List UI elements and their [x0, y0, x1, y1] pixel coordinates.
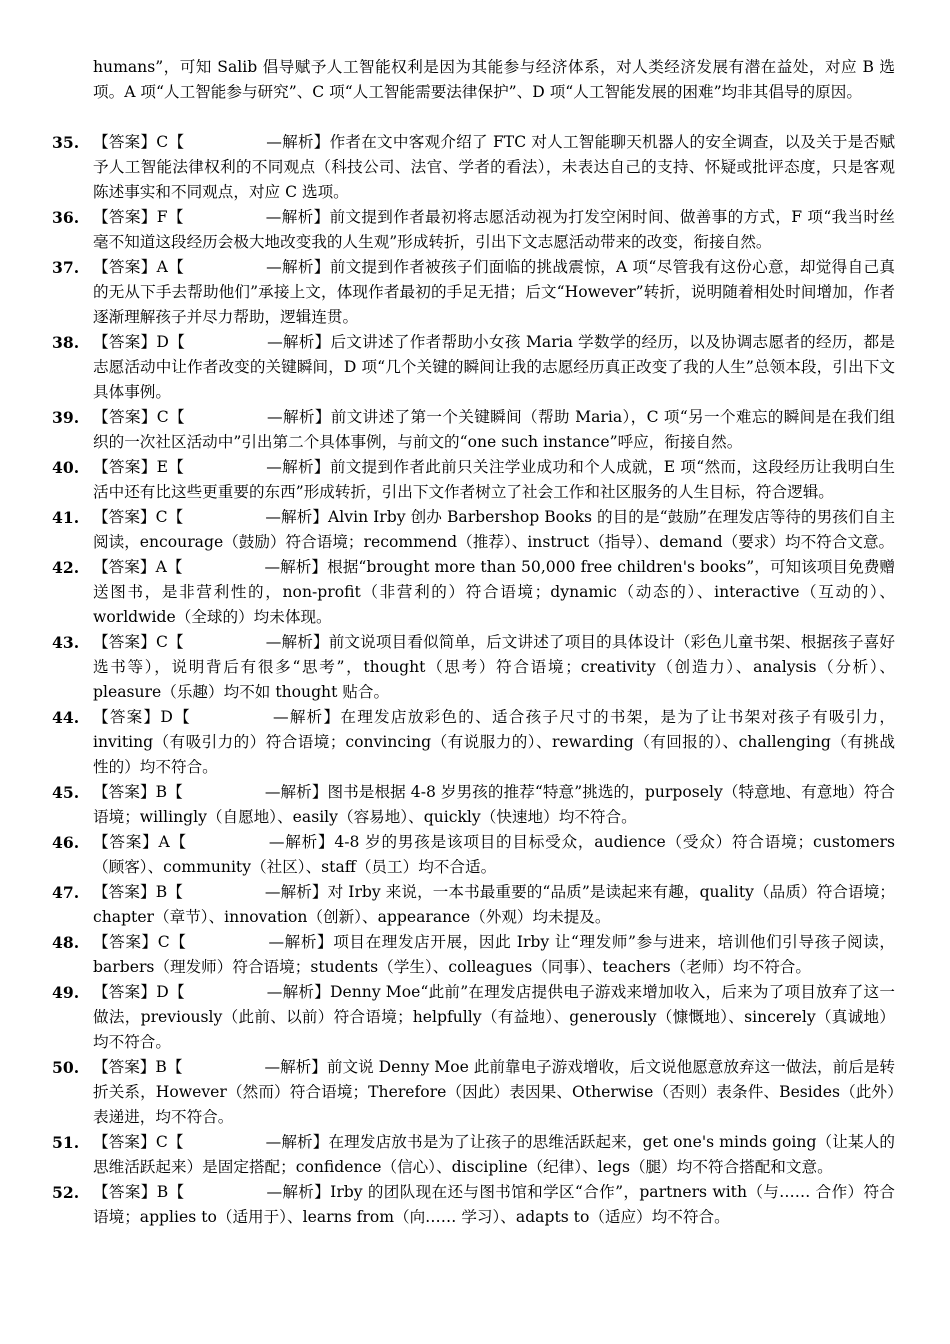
answer-item: [52, 1055, 895, 1130]
bracket-open: 【: [168, 408, 185, 426]
answer-label: 【答案】: [93, 408, 157, 426]
bracket-open: 【: [169, 833, 187, 851]
analysis-label: —解析】: [266, 983, 331, 1001]
analysis-label: —解析】: [268, 833, 335, 851]
analysis-text: 前文提到作者此前只关注学业成功和个人成就，E 项“然而，这段经历让我明白生活中还有比这些更重要的东西”形成转折，引出下文作者树立了社会工作和社区服务的人生目标，符合逻辑。: [93, 458, 895, 501]
question-number: 39.: [52, 408, 80, 427]
question-number: 48.: [52, 933, 80, 952]
answer-letter: D: [156, 333, 169, 351]
analysis-label: —解析】: [265, 208, 330, 226]
analysis-text: 在理发店放彩色的、适合孩子尺寸的书架，是为了让书架对孩子有吸引力，inviting（有吸引力的）符合语境；convincing（有说服力的）、rewarding（有回报的）、challenging（有挑战性的）均不符合。: [93, 708, 895, 776]
analysis-text: 作者在文中客观介绍了 FTC 对人工智能聊天机器人的安全调查，以及关于是否赋予人工智能法律权利的不同观点（科技公司、法官、学者的看法），未表达自己的支持、怀疑或批评态度，只是客观陈述事实和不同观点，对应 C 选项。: [93, 133, 895, 201]
analysis-text: 对 Irby 来说，一本书最重要的“品质”是读起来有趣，quality（品质）符合语境；chapter（章节）、innovation（创新）、appearance（外观）均未提及。: [93, 883, 895, 926]
answer-letter: D: [160, 708, 173, 726]
answer-letter: A: [155, 558, 167, 576]
answer-item: [52, 780, 895, 830]
answer-label: 【答案】: [93, 833, 159, 851]
bracket-open: 【: [166, 558, 183, 576]
answer-item: [52, 505, 895, 555]
answer-item: [52, 555, 895, 630]
answer-list: [52, 130, 895, 1230]
answer-label: 【答案】: [93, 1183, 157, 1201]
answer-label: 【答案】: [93, 633, 156, 651]
analysis-label: —解析】: [267, 333, 331, 351]
answer-item: [52, 455, 895, 505]
analysis-label: —解析】: [266, 1183, 331, 1201]
bracket-open: 【: [168, 1183, 185, 1201]
answer-label: 【答案】: [93, 133, 157, 151]
answer-item: [52, 205, 895, 255]
analysis-label: —解析】: [266, 258, 330, 276]
analysis-label: —解析】: [264, 783, 328, 801]
answer-label: 【答案】: [93, 983, 157, 1001]
question-number: 49.: [52, 983, 80, 1002]
answer-item: [52, 880, 895, 930]
analysis-text: 前文说 Denny Moe 此前靠电子游戏增收，后文说他愿意放弃这一做法，前后是转折关系，However（然而）符合语境；Therefore（因此）表因果、Otherwise（否则）表条件、Besides（此外）表递进，均不符合。: [93, 1058, 895, 1126]
answer-item: [52, 630, 895, 705]
bracket-open: 【: [169, 933, 187, 951]
analysis-label: —解析】: [268, 933, 334, 951]
lead-paragraph: humans”，可知 Salib 倡导赋予人工智能权利是因为其能参与经济体系，对人类经济发展有潜在益处，对应 B 选项。A 项“人工智能参与研究”、C 项“人工智能需要法律保护”、D 项“人工智能发展的困难”均非其倡导的原因。: [93, 58, 895, 101]
analysis-text: 根据“brought more than 50,000 free children's books”，可知该项目免费赠送图书，是非营利性的，non-profit（非营利的）符合语境；dynamic（动态的）、interactive（互动的）、worldwide（全球的）均未体现。: [93, 558, 895, 626]
analysis-text: 4-8 岁的男孩是该项目的目标受众，audience（受众）符合语境；customers（顾客）、community（社区）、staff（员工）均不合适。: [93, 833, 895, 876]
analysis-text: Alvin Irby 创办 Barbershop Books 的目的是“鼓励”在理发店等待的男孩们自主阅读，encourage（鼓励）符合语境；recommend（推荐）、instruct（指导）、demand（要求）均不符合文意。: [93, 508, 895, 551]
analysis-text: 在理发店放书是为了让孩子的思维活跃起来，get one's minds going（让某人的思维活跃起来）是固定搭配；confidence（信心）、discipline（纪律）、legs（腿）均不符合搭配和文意。: [93, 1133, 895, 1176]
answer-letter: C: [156, 408, 169, 426]
answer-letter: B: [155, 1058, 167, 1076]
bracket-open: 【: [167, 883, 183, 901]
bracket-open: 【: [168, 333, 186, 351]
question-number: 36.: [52, 208, 80, 227]
analysis-text: 前文讲述了第一个关键瞬间（帮助 Maria），C 项“另一个难忘的瞬间是在我们组织的一次社区活动中”引出第二个具体事例，与前文的“one such instance”呼应，衔接自然。: [93, 408, 895, 451]
answer-letter: C: [155, 508, 168, 526]
question-number: 40.: [52, 458, 80, 477]
analysis-text: 项目在理发店开展，因此 Irby 让“理发师”参与进来，培训他们引导孩子阅读，barbers（理发师）符合语境；students（学生）、colleagues（同事）、teachers（老师）均不符合。: [93, 933, 895, 976]
question-number: 38.: [52, 333, 80, 352]
answer-label: 【答案】: [93, 1133, 156, 1151]
answer-letter: A: [158, 833, 170, 851]
bracket-open: 【: [167, 258, 185, 276]
question-number: 35.: [52, 133, 80, 152]
analysis-label: —解析】: [264, 558, 328, 576]
question-number: 50.: [52, 1058, 80, 1077]
answer-item: [52, 705, 895, 780]
question-number: 47.: [52, 883, 80, 902]
answer-item: [52, 980, 895, 1055]
bracket-open: 【: [167, 633, 184, 651]
question-number: 42.: [52, 558, 80, 577]
analysis-label: —解析】: [266, 458, 330, 476]
question-number: 41.: [52, 508, 80, 527]
answer-letter: A: [156, 258, 168, 276]
answer-label: 【答案】: [93, 558, 156, 576]
answer-letter: C: [157, 933, 170, 951]
bracket-open: 【: [167, 508, 184, 526]
answer-letter: D: [156, 983, 169, 1001]
question-number: 45.: [52, 783, 80, 802]
analysis-text: 后文讲述了作者帮助小女孩 Maria 学数学的经历，以及协调志愿者的经历，都是志愿活动中让作者改变的关键瞬间，D 项“几个关键的瞬间让我的志愿经历真正改变了我的人生”总领本段，引出下文具体事例。: [93, 333, 895, 401]
analysis-text: Irby 的团队现在还与图书馆和学区“合作”，partners with（与…… 合作）符合语境；applies to（适用于）、learns from（向…… 学习）、adapts to（适应）均不符合。: [93, 1183, 895, 1226]
bracket-open: 【: [166, 1058, 183, 1076]
question-number: 44.: [52, 708, 80, 727]
answer-letter: C: [155, 1133, 168, 1151]
question-number: 52.: [52, 1183, 80, 1202]
question-number: 51.: [52, 1133, 80, 1152]
answer-letter: E: [156, 458, 168, 476]
analysis-text: 前文提到作者最初将志愿活动视为打发空闲时间、做善事的方式，F 项“我当时丝毫不知道这段经历会极大地改变我的人生观”形成转折，引出下文志愿活动带来的改变，衔接自然。: [93, 208, 895, 251]
bracket-open: 【: [167, 208, 184, 226]
analysis-label: —解析】: [272, 708, 341, 726]
analysis-label: —解析】: [265, 1133, 329, 1151]
analysis-text: 前文说项目看似简单，后文讲述了项目的具体设计（彩色儿童书架、根据孩子喜好选书等），说明背后有很多“思考”，thought（思考）符合语境；creativity（创造力）、analysis（分析）、pleasure（乐趣）均不如 thought 贴合。: [93, 633, 895, 701]
bracket-open: 【: [168, 458, 185, 476]
analysis-label: —解析】: [265, 633, 329, 651]
answer-label: 【答案】: [93, 708, 161, 726]
answer-letter: B: [156, 1183, 169, 1201]
answer-label: 【答案】: [93, 783, 156, 801]
analysis-label: —解析】: [267, 408, 331, 426]
answer-item: [52, 255, 895, 330]
analysis-label: —解析】: [266, 133, 330, 151]
question-number: 37.: [52, 258, 80, 277]
bracket-open: 【: [167, 783, 183, 801]
bracket-open: 【: [167, 1133, 184, 1151]
bracket-open: 【: [168, 983, 185, 1001]
question-number: 43.: [52, 633, 80, 652]
answer-item: [52, 830, 895, 880]
bracket-open: 【: [168, 133, 185, 151]
answer-item: [52, 130, 895, 205]
answer-letter: B: [155, 783, 168, 801]
analysis-text: 前文提到作者被孩子们面临的挑战震惊，A 项“尽管我有这份心意，却觉得自己真的无从下手去帮助他们”承接上文，体现作者最初的手足无措；后文“However”转折，说明随着相处时间增加，作者逐渐理解孩子并尽力帮助，逻辑连贯。: [93, 258, 895, 326]
answer-label: 【答案】: [93, 258, 157, 276]
answer-label: 【答案】: [93, 1058, 156, 1076]
answer-label: 【答案】: [93, 208, 157, 226]
answer-label: 【答案】: [93, 508, 156, 526]
analysis-text: Denny Moe“此前”在理发店提供电子游戏来增加收入，后来为了项目放弃了这一做法，previously（此前、以前）符合语境；helpfully（有益地）、generously（慷慨地）、sincerely（真诚地）均不符合。: [93, 983, 895, 1051]
answer-item: [52, 405, 895, 455]
answer-letter: C: [155, 633, 168, 651]
analysis-label: —解析】: [264, 883, 328, 901]
answer-item: [52, 930, 895, 980]
analysis-label: —解析】: [264, 1058, 327, 1076]
analysis-text: 图书是根据 4-8 岁男孩的推荐“特意”挑选的，purposely（特意地、有意地）符合语境；willingly（自愿地）、easily（容易地）、quickly（快速地）均不符合。: [93, 783, 895, 826]
answer-label: 【答案】: [93, 883, 156, 901]
question-number: 46.: [52, 833, 80, 852]
answer-letter: F: [156, 208, 168, 226]
answer-label: 【答案】: [93, 333, 157, 351]
analysis-label: —解析】: [265, 508, 329, 526]
answer-letter: B: [155, 883, 168, 901]
answer-label: 【答案】: [93, 933, 158, 951]
answer-letter: C: [156, 133, 169, 151]
answer-item: [52, 330, 895, 405]
bracket-open: 【: [172, 708, 191, 726]
answer-item: [52, 1180, 895, 1230]
answer-label: 【答案】: [93, 458, 157, 476]
answer-item: [52, 1130, 895, 1180]
